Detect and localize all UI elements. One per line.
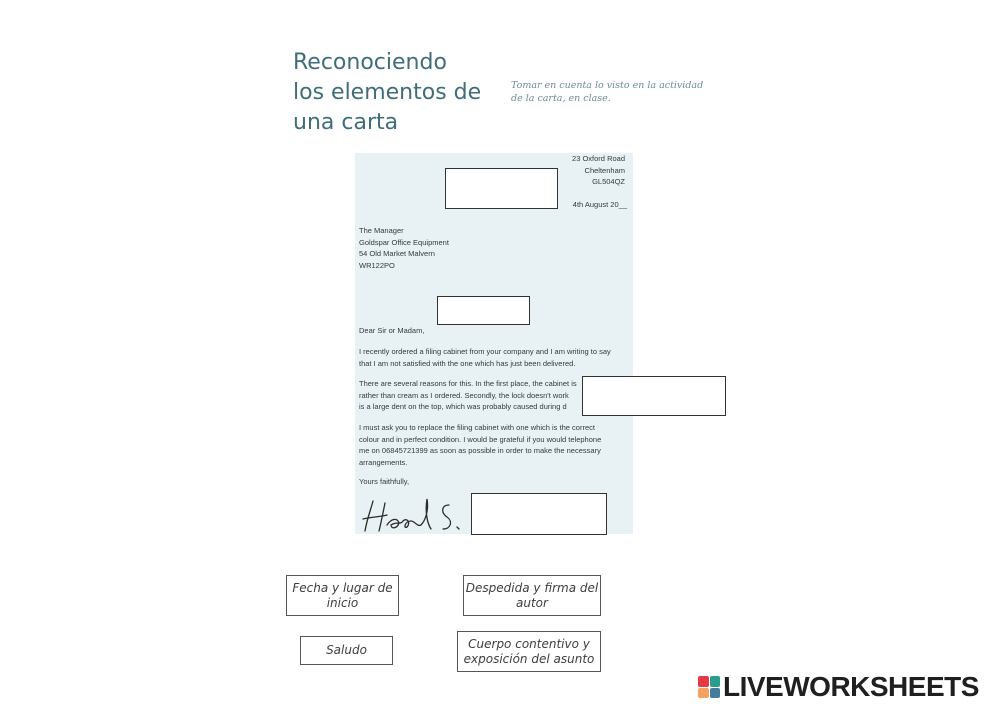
logo-icon: [698, 676, 720, 698]
liveworksheets-logo: [698, 672, 979, 702]
title-line: una carta: [293, 110, 399, 135]
recipient-address: [359, 225, 449, 271]
drag-label-saludo[interactable]: Saludo: [300, 636, 393, 665]
logo-square: [698, 688, 709, 699]
page-title: [293, 48, 503, 138]
drag-label-fecha[interactable]: Fecha y lugar de inicio: [286, 575, 399, 616]
logo-text: LIVEWORKSHEETS: [723, 671, 979, 702]
drag-label-cuerpo[interactable]: Cuerpo contentivo y exposición del asunto: [457, 631, 601, 672]
recipient-line: WR122PO: [359, 260, 395, 270]
letter-paragraph: [359, 422, 631, 468]
logo-square: [710, 688, 721, 699]
paragraph-line: me on 06845721399 as soon as possible in order to make the necessary: [359, 446, 601, 455]
drag-label-despedida[interactable]: Despedida y firma del autor: [463, 575, 601, 616]
title-line: Reconociendo: [293, 50, 447, 75]
letter-greeting: Dear Sir or Madam,: [359, 326, 425, 335]
letter-image: [355, 153, 633, 534]
letter-date: 4th August 20__: [572, 200, 627, 209]
instruction-note: Tomar en cuenta lo visto en la actividad de la carta, en clase.: [511, 80, 704, 104]
title-line: los elementos de: [293, 80, 482, 105]
letter-paragraph: [359, 346, 631, 369]
paragraph-line: There are several reasons for this. In the first place, the cabinet is: [359, 379, 577, 388]
paragraph-line: that I am not satisfied with the one which has just been delivered.: [359, 358, 576, 368]
paragraph-line: I must ask you to replace the filing cabinet with one which is the correct: [359, 423, 595, 432]
recipient-line: Goldspar Office Equipment: [359, 237, 449, 247]
drop-zone-greeting[interactable]: [437, 296, 530, 325]
recipient-line: The Manager: [359, 226, 404, 235]
drop-zone-body[interactable]: [582, 376, 726, 416]
paragraph-line: I recently ordered a filing cabinet from your company and I am writing to say: [359, 347, 611, 356]
drop-zone-signature[interactable]: [471, 493, 607, 535]
address-line: 23 Oxford Road: [572, 154, 625, 163]
paragraph-line: colour and in perfect condition. I would be grateful if you would telephone: [359, 434, 602, 444]
letter-closing: Yours faithfully,: [359, 477, 410, 486]
paragraph-line: is a large dent on the top, which was probably caused during d: [359, 402, 567, 411]
logo-square: [698, 676, 709, 687]
address-line: Cheltenham: [584, 165, 625, 175]
recipient-line: 54 Old Market Malvern: [359, 249, 435, 258]
paragraph-line: rather than cream as I ordered. Secondly, the lock doesn't work: [359, 390, 569, 400]
logo-square: [710, 676, 721, 687]
sender-address: [572, 153, 625, 188]
handwritten-signature: [357, 491, 467, 536]
drop-zone-date[interactable]: [445, 168, 558, 209]
address-line: GL504QZ: [592, 177, 625, 186]
paragraph-line: arrangements.: [359, 457, 408, 467]
